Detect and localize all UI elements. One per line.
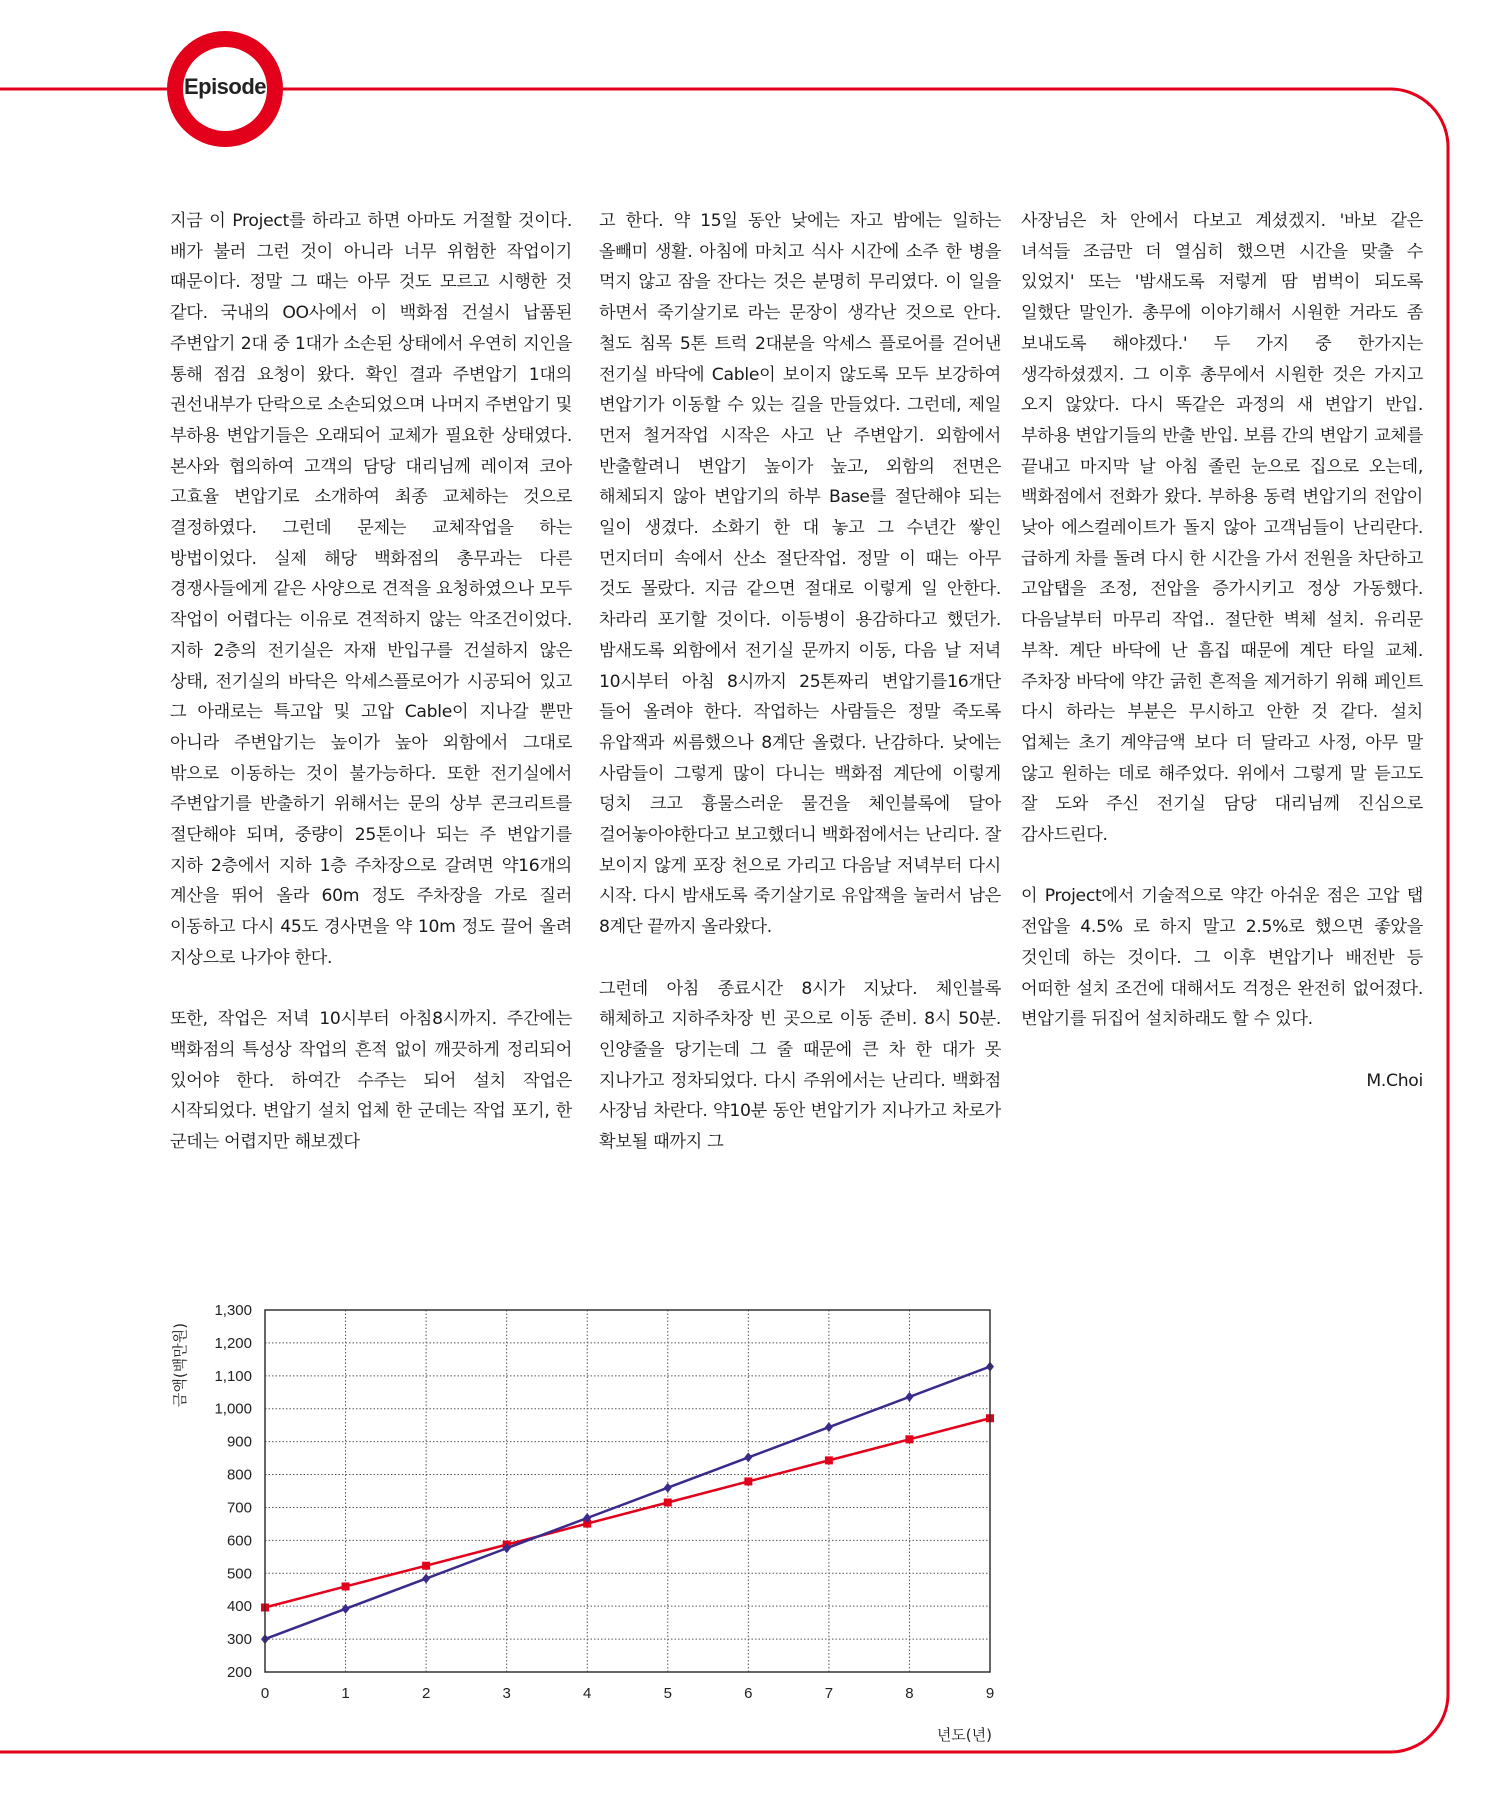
series-2-point	[905, 1392, 913, 1402]
y-tick-label: 200	[226, 1664, 252, 1681]
series-1-point	[744, 1477, 752, 1485]
series-1-point	[664, 1499, 672, 1507]
x-tick-label: 6	[744, 1685, 753, 1702]
chart-tick-labels	[214, 1302, 994, 1702]
series-2-point	[825, 1422, 833, 1432]
y-tick-label: 700	[226, 1499, 252, 1517]
y-tick-label: 600	[226, 1532, 252, 1550]
article-paragraph: 고 한다. 약 15일 동안 낮에는 자고 밤에는 일하는 올빼미 생활. 아침에 마치고 식사 시간에 소주 한 병을 먹지 않고 잠을 잔다는 것은 분명히 무리였다. 이 일을 하면서 죽기살기로 라는 문장이 생각난 것으로 안다. 철도 침목 5톤 트럭 2대분을 악세스 플로어를 걷어낸 전기실 바닥에 Cable이 보이지 않도록 모두 보강하여 변압기가 이동할 수 있는 길을 만들었다. 그런데, 제일 먼저 철거작업 시작은 사고 난 주변압기. 외함에서 반출할려니 변압기 높이가 높고, 외함의 전면은 해체되지 않아 변압기의 하부 Base를 절단해야 되는 일이 생겼다. 소화기 한 대 놓고 그 수년간 쌓인 먼지더미 속에서 산소 절단작업. 정말 이 때는 아무 것도 몰랐다. 지금 같으면 절대로 이렇게 일 안한다. 차라리 포기할 것이다. 이등병이 용감하다고 했던가. 밤새도록 외함에서 전기실 문까지 이동, 다음 날 저녁 10시부터 아침 8시까지 25톤짜리 변압기를16개단 들어 올려야 한다. 작업하는 사람들은 정말 죽도록 유압잭과 씨름했으나 8계단 올렸다. 난감하다. 낮에는 사람들이 그렇게 많이 다니는 백화점 계단에 이렇게 덩치 크고 흉물스러운 물건을 체인블록에 달아 걸어놓아야한다고 보고했더니 백화점에서는 난리다. 잘 보이지 않게 포장 천으로 가리고 다음날 저녁부터 다시 시작. 다시 밤새도록 죽기살기로 유압잭을 눌러서 남은 8계단 끝까지 올라왔다.	[599, 211, 1001, 938]
series-1-point	[905, 1435, 913, 1443]
y-tick-label: 1,000	[214, 1400, 252, 1418]
x-tick-label: 0	[260, 1685, 270, 1702]
x-tick-label: 1	[341, 1685, 350, 1702]
x-tick-label: 9	[985, 1685, 995, 1702]
article-paragraph: 그런데 아침 종료시간 8시가 지났다. 체인블록 해체하고 지하주차장 빈 곳으로 이동 준비. 8시 50분. 인양줄을 당기는데 그 줄 때문에 큰 차 한 대가 못 지나가고 정차되었다. 다시 주위에서는 난리다. 백화점 사장님 차란다. 약10분 동안 변압기가 지나가고 차로가 확보될 때까지 그	[599, 978, 1001, 1153]
x-tick-label: 4	[583, 1685, 592, 1702]
episode-badge-label: Episode	[183, 74, 267, 99]
x-tick-label: 2	[421, 1685, 431, 1702]
x-tick-label: 3	[502, 1685, 511, 1702]
series-1-point	[825, 1456, 833, 1464]
chart-series	[261, 1362, 994, 1644]
chart-grid	[265, 1310, 990, 1672]
series-2-point	[664, 1483, 672, 1493]
series-2-point	[744, 1452, 752, 1462]
x-tick-label: 8	[905, 1685, 914, 1702]
article-paragraph: 사장님은 차 안에서 다보고 계셨겠지. '바보 같은 녀석들 조금만 더 열심히 했으면 시간을 맞출 수 있었지' 또는 '밤새도록 저렇게 땀 범벅이 되도록 일했단 말인가. 총무에 이야기해서 시원한 거라도 좀 보내도록 해야겠다.' 두 가지 중 한가지는 생각하셨겠지. 그 이후 총무에서 시원한 것은 가지고 오지 않았다. 다시 똑같은 과정의 새 변압기 반입. 부하용 변압기들의 반출 반입. 보름 간의 변압기 교체를 끝내고 마지막 날 아침 졸린 눈으로 집으로 오는데, 백화점에서 전화가 왔다. 부하용 동력 변압기의 전압이 낮아 에스컬레이트가 돌지 않아 고객님들이 난리란다. 급하게 차를 돌려 다시 한 시간을 가서 전원을 차단하고 고압탭을 조정, 전압을 증가시키고 정상 가동했다. 다음날부터 마무리 작업.. 절단한 벽체 설치. 유리문 부착. 계단 바닥에 난 흠집 때문에 계단 타일 교체. 주차장 바닥에 약간 긁힌 흔적을 제거하기 위해 페인트 다시 하라는 부분은 무시하고 안한 것 같다. 설치 업체는 초기 계약금액 보다 더 달라고 사정, 아무 말 않고 원하는 데로 해주었다. 위에서 그렇게 말 듣고도 잘 도와 주신 전기실 담당 대리님께 진심으로 감사드린다.	[1021, 211, 1423, 846]
series-2-point	[422, 1574, 430, 1584]
y-tick-label: 900	[226, 1433, 252, 1451]
y-axis-label: 금액(백만원)	[171, 1322, 189, 1408]
y-tick-label: 1,200	[214, 1334, 252, 1352]
y-tick-label: 1,100	[214, 1367, 252, 1385]
series-1-point	[342, 1582, 350, 1590]
x-tick-label: 7	[824, 1685, 834, 1702]
y-tick-label: 300	[226, 1631, 252, 1649]
y-tick-label: 800	[226, 1466, 252, 1484]
series-line-2	[265, 1367, 990, 1639]
x-tick-label: 5	[663, 1685, 672, 1702]
article-paragraph: 지금 이 Project를 하라고 하면 아마도 거절할 것이다. 배가 불러 그런 것이 아니라 너무 위험한 작업이기 때문이다. 정말 그 때는 아무 것도 모르고 시행한 것 같다. 국내의 OO사에서 이 백화점 건설시 납품된 주변압기 2대 중 1대가 소손된 상태에서 우연히 지인을 통해 점검 요청이 왔다. 확인 결과 주변압기 1대의 권선내부가 단락으로 소손되었으며 나머지 주변압기 및 부하용 변압기들은 오래되어 교체가 필요한 상태였다. 본사와 협의하여 고객의 담당 대리님께 레이져 코아 고효율 변압기로 소개하여 최종 교체하는 것으로 결정하였다. 그런데 문제는 교체작업을 하는 방법이었다. 실제 해당 백화점의 총무과는 다른 경쟁사들에게 같은 사양으로 견적을 요청하였으나 모두 작업이 어렵다는 이유로 견적하지 않는 악조건이었다. 지하 2층의 전기실은 자재 반입구를 건설하지 않은 상태, 전기실의 바닥은 악세스플로어가 시공되어 있고 그 아래로는 특고압 및 고압 Cable이 지나갈 뿐만 아니라 주변압기는 높이가 높아 외함에서 그대로 밖으로 이동하는 것이 불가능하다. 또한 전기실에서 주변압기를 반출하기 위해서는 문의 상부 콘크리트를 절단해야 되며, 중량이 25톤이나 되는 주 변압기를 지하 2층에서 지하 1층 주차장으로 갈려면 약16개의 계산을 뛰어 올라 60m 정도 주차장을 가로 질러 이동하고 다시 45도 경사면을 약 10m 정도 끌어 올려 지상으로 나가야 한다.	[170, 211, 572, 968]
plot-area-border	[265, 1310, 990, 1672]
series-2-point	[342, 1604, 350, 1614]
y-tick-label: 500	[226, 1565, 252, 1583]
x-axis-label: 년도(년)	[936, 1726, 992, 1744]
y-tick-label: 1,300	[214, 1302, 252, 1319]
series-1-point	[422, 1562, 430, 1570]
article-paragraph: 이 Project에서 기술적으로 약간 아쉬운 점은 고압 탭 전압을 4.5% 로 하지 말고 2.5%로 했으면 좋았을 것인데 하는 것이다. 그 이후 변압기나 배전반 등 어떠한 설치 조건에 대해서도 걱정은 완전히 없어졌다. 변압기를 뒤집어 설치하래도 할 수 있다.	[1021, 886, 1423, 1030]
series-line-1	[265, 1418, 990, 1607]
y-tick-label: 400	[226, 1598, 252, 1616]
author-signature: M.Choi	[1366, 1070, 1423, 1091]
article-paragraph: 또한, 작업은 저녁 10시부터 아침8시까지. 주간에는 백화점의 특성상 작업의 흔적 없이 깨끗하게 정리되어 있어야 한다. 하여간 수주는 되어 설치 작업은 시작되었다. 변압기 설치 업체 한 군데는 작업 포기, 한 군데는 어렵지만 해보겠다	[170, 1009, 572, 1153]
